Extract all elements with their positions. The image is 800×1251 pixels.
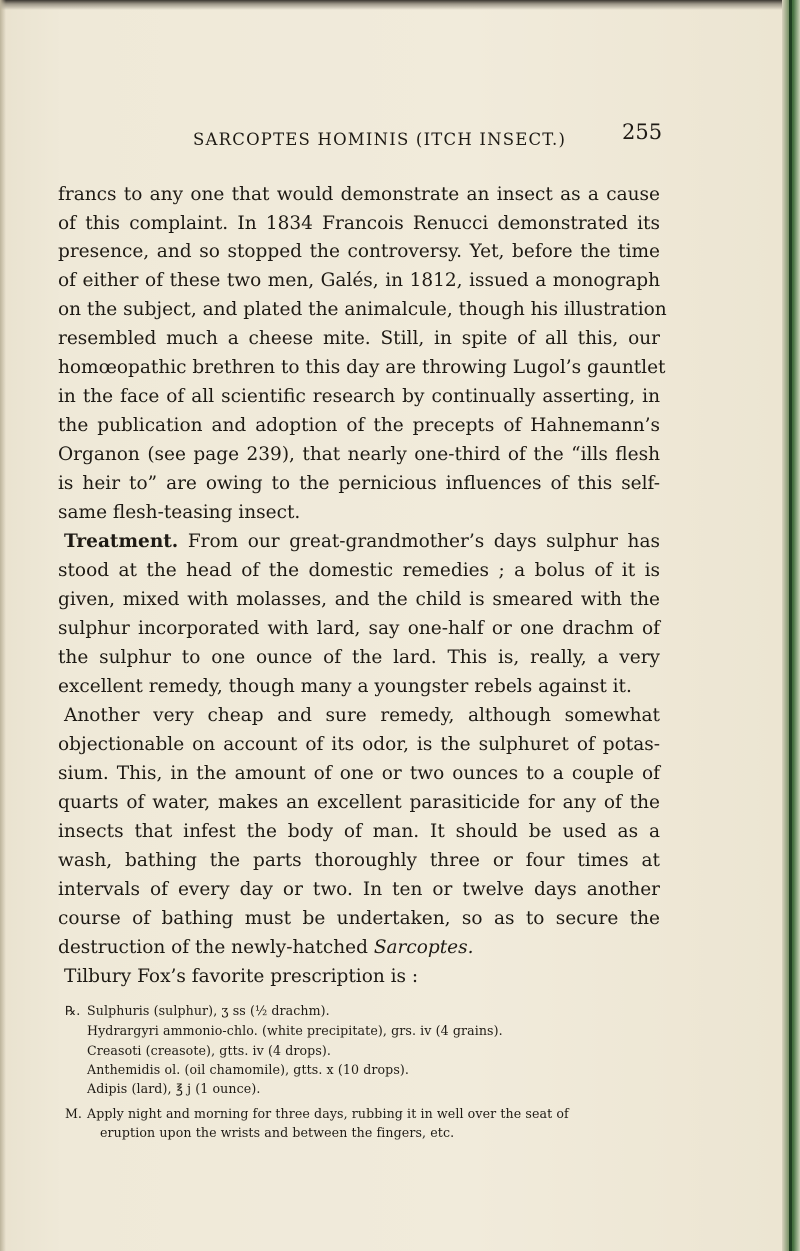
- body-line: presence, and so stopped the controversy. Yet, before the time: [58, 241, 660, 262]
- body-line: Another very cheap and sure remedy, although somewhat: [64, 705, 660, 726]
- prescription-item: Creasoti (creasote), gtts. iv (4 drops).: [87, 1043, 332, 1058]
- body-line: quarts of water, makes an excellent parasiticide for any of the: [58, 792, 660, 813]
- prescription-directions: Apply night and morning for three days, rubbing it in well over the seat of: [87, 1106, 569, 1121]
- body-line: is heir to” are owing to the pernicious influences of this self-: [58, 473, 660, 494]
- body-line: Tilbury Fox’s favorite prescription is :: [64, 966, 419, 987]
- body-line: francs to any one that would demonstrate an insect as a cause: [58, 184, 660, 205]
- body-line: the publication and adoption of the precepts of Hahnemann’s: [58, 415, 660, 436]
- prescription-item: Adipis (lard), ℥ j (1 ounce).: [87, 1081, 261, 1096]
- body-line: wash, bathing the parts thoroughly three or four times at: [58, 850, 660, 871]
- body-line: in the face of all scientific research by continually asserting, in: [58, 386, 660, 407]
- body-line: sulphur incorporated with lard, say one-half or one drachm of: [58, 618, 660, 639]
- body-line: of this complaint. In 1834 Francois Renucci demonstrated its: [58, 213, 660, 234]
- body-line: insects that infest the body of man. It should be used as a: [58, 821, 660, 842]
- rx-symbol: ℞.: [65, 1003, 81, 1018]
- body-line: same flesh-teasing insect.: [58, 502, 301, 523]
- body-line: excellent remedy, though many a youngster rebels against it.: [58, 676, 632, 697]
- page-number: 255: [622, 120, 663, 144]
- treatment-heading: Treatment.: [64, 531, 179, 552]
- body-line: homœopathic brethren to this day are throwing Lugol’s gauntlet: [58, 357, 666, 378]
- prescription-item: Hydrargyri ammonio-chlo. (white precipitate), grs. iv (4 grains).: [87, 1023, 503, 1038]
- body-line: sium. This, in the amount of one or two ounces to a couple of: [58, 763, 660, 784]
- body-line: course of bathing must be undertaken, so as to secure the: [58, 908, 660, 929]
- body-line: [58, 939, 660, 958]
- body-line: on the subject, and plated the animalcule, though his illustration: [58, 299, 667, 320]
- body-line: objectionable on account of its odor, is the sulphuret of potas-: [58, 734, 660, 755]
- body-line: stood at the head of the domestic remedies ; a bolus of it is: [58, 560, 660, 581]
- running-head-text: SARCOPTES HOMINIS (ITCH INSECT.): [193, 130, 567, 149]
- prescription-item: Sulphuris (sulphur), ʒ ss (½ drachm).: [87, 1003, 330, 1018]
- body-line-text: destruction of the newly-hatched: [58, 937, 374, 958]
- body-line: resembled much a cheese mite. Still, in spite of all this, our: [58, 328, 660, 349]
- running-head: [193, 130, 647, 149]
- body-line: the sulphur to one ounce of the lard. This is, really, a very: [58, 647, 660, 668]
- m-symbol: M.: [65, 1106, 82, 1121]
- italic-term: Sarcoptes.: [373, 937, 474, 958]
- treatment-first-line: [64, 533, 660, 552]
- prescription-directions: eruption upon the wrists and between the fingers, etc.: [100, 1125, 455, 1140]
- body-line: Organon (see page 239), that nearly one-third of the “ills flesh: [58, 444, 660, 465]
- prescription-item: Anthemidis ol. (oil chamomile), gtts. x (10 drops).: [87, 1062, 409, 1077]
- top-edge-shadow: [0, 0, 782, 10]
- binding-edge-line: [789, 0, 792, 1251]
- treatment-text: From our great-grandmother’s days sulphur has: [187, 531, 660, 552]
- body-line: of either of these two men, Galés, in 1812, issued a monograph: [58, 270, 660, 291]
- body-line: intervals of every day or two. In ten or twelve days another: [58, 879, 660, 900]
- body-line: given, mixed with molasses, and the child is smeared with the: [58, 589, 660, 610]
- left-edge-shadow: [0, 0, 6, 1251]
